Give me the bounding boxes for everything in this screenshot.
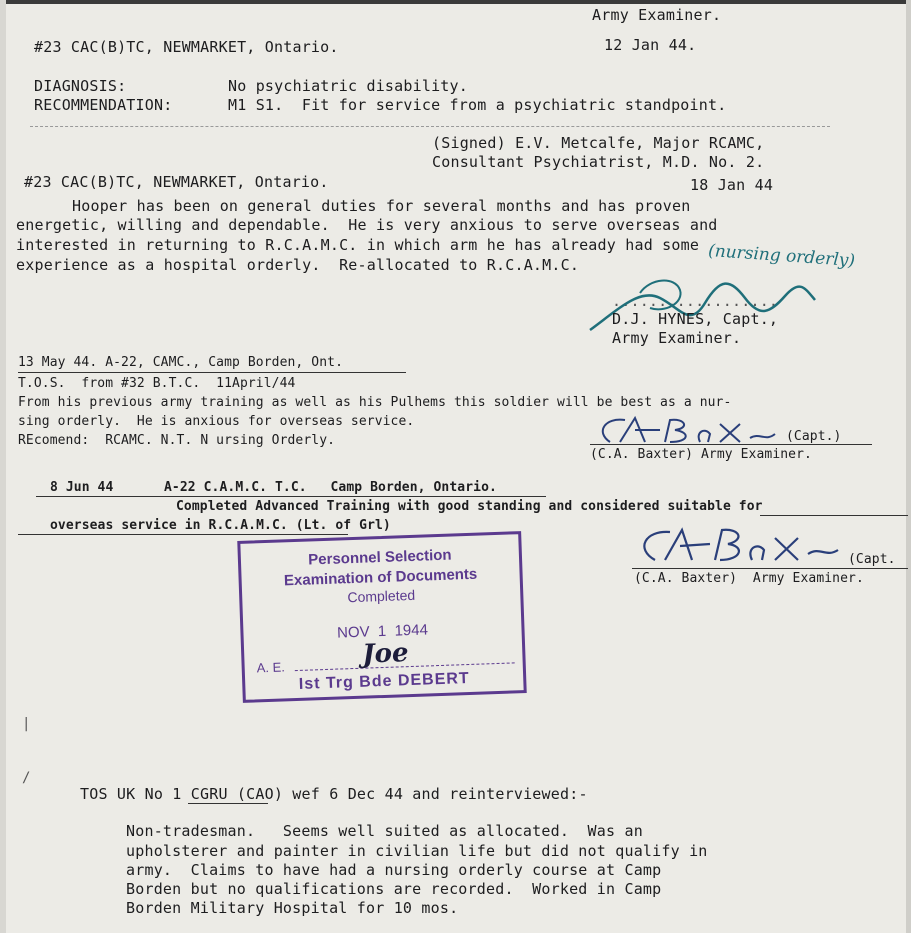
entry2-date: 18 Jan 44 xyxy=(690,176,774,194)
entry2-line: Hooper has been on general duties for several months and has proven xyxy=(72,197,691,215)
entry3-line: From his previous army training as well as his Pulhems this soldier will be best as a nur- xyxy=(18,395,732,410)
stamp-line-2: Examination of Documents xyxy=(283,565,478,590)
header-unit: #23 CAC(B)TC, NEWMARKET, Ontario. xyxy=(34,38,339,56)
page-right-edge xyxy=(906,0,911,933)
entry3-heading: 13 May 44. A-22, CAMC., Camp Borden, Ont. xyxy=(18,355,343,370)
signature-line: .................. xyxy=(612,292,779,310)
margin-mark: | xyxy=(22,716,31,732)
entry2-line: experience as a hospital orderly. Re-allocated to R.C.A.M.C. xyxy=(16,256,580,274)
stamp-date: NOV 1 1944 xyxy=(336,621,429,642)
stamp-line-1: Personnel Selection xyxy=(307,546,452,569)
entry4-underline-3 xyxy=(18,534,348,535)
entry5-line: Non-tradesman. Seems well suited as allocated. Was an xyxy=(126,822,643,840)
entry5-underline xyxy=(188,803,268,804)
entry5-heading: TOS UK No 1 CGRU (CAO) wef 6 Dec 44 and reinterviewed:- xyxy=(80,785,588,803)
entry2-unit: #23 CAC(B)TC, NEWMARKET, Ontario. xyxy=(24,173,329,191)
hynes-name: D.J. HYNES, Capt., xyxy=(612,310,779,328)
signed-line-2: Consultant Psychiatrist, M.D. No. 2. xyxy=(432,153,765,171)
entry4-unit: A-22 C.A.M.C. T.C. Camp Borden, Ontario. xyxy=(164,480,497,495)
entry5-line: Borden but no qualifications are recorded. Worked in Camp xyxy=(126,880,662,898)
hynes-title: Army Examiner. xyxy=(612,329,742,347)
entry5-line: upholsterer and painter in civilian life but did not qualify in xyxy=(126,842,708,860)
entry4-underline-1 xyxy=(36,496,546,497)
stamp-initials: Joe xyxy=(361,638,409,670)
entry3-tos: T.O.S. from #32 B.T.C. 11April/44 xyxy=(18,376,296,391)
page-top-edge xyxy=(0,0,911,4)
entry3-line: REcomend: RCAMC. N.T. N ursing Orderly. xyxy=(18,433,336,448)
section-divider xyxy=(30,126,830,127)
stamp-ae-label: A. E. xyxy=(256,659,286,676)
personnel-selection-stamp xyxy=(237,531,526,703)
recommendation-label: RECOMMENDATION: xyxy=(34,96,173,114)
diagnosis-value: No psychiatric disability. xyxy=(228,77,468,95)
entry4-underline-2 xyxy=(760,515,908,516)
entry5-line: Borden Military Hospital for 10 mos. xyxy=(126,899,459,917)
diagnosis-label: DIAGNOSIS: xyxy=(34,77,127,95)
entry5-line: army. Claims to have had a nursing orderly course at Camp xyxy=(126,861,662,879)
entry2-line: energetic, willing and dependable. He is very anxious to serve overseas and xyxy=(16,216,718,234)
recommendation-value: M1 S1. Fit for service from a psychiatric standpoint. xyxy=(228,96,727,114)
entry3-line: sing orderly. He is anxious for overseas service. xyxy=(18,414,415,429)
entry2-line: interested in returning to R.C.A.M.C. in which arm he has already had some xyxy=(16,236,700,254)
page-left-edge xyxy=(0,0,6,933)
handwritten-nursing-orderly: (nursing orderly) xyxy=(707,240,856,272)
entry3-signature-line xyxy=(590,444,872,445)
entry4-line-2: overseas service in R.C.A.M.C. (Lt. of Grl) xyxy=(50,518,391,533)
baxter-signature-2 xyxy=(630,524,850,572)
entry4-signature-line xyxy=(632,568,908,569)
entry4-line-1: Completed Advanced Training with good standing and considered suitable for xyxy=(176,499,763,514)
entry4-capt: (Capt. xyxy=(848,552,896,567)
margin-mark: / xyxy=(22,770,31,786)
entry4-examiner: (C.A. Baxter) Army Examiner. xyxy=(634,571,864,586)
entry3-heading-underline xyxy=(18,372,406,373)
stamp-unit: Ist Trg Bde DEBERT xyxy=(298,669,470,693)
entry3-capt: (Capt.) xyxy=(786,429,842,444)
entry4-date: 8 Jun 44 xyxy=(50,480,114,495)
top-examiner-fragment: Army Examiner. xyxy=(592,6,722,24)
stamp-line-3: Completed xyxy=(347,586,416,606)
signed-line-1: (Signed) E.V. Metcalfe, Major RCAMC, xyxy=(432,134,765,152)
entry3-examiner: (C.A. Baxter) Army Examiner. xyxy=(590,447,812,462)
header-date: 12 Jan 44. xyxy=(604,36,697,54)
